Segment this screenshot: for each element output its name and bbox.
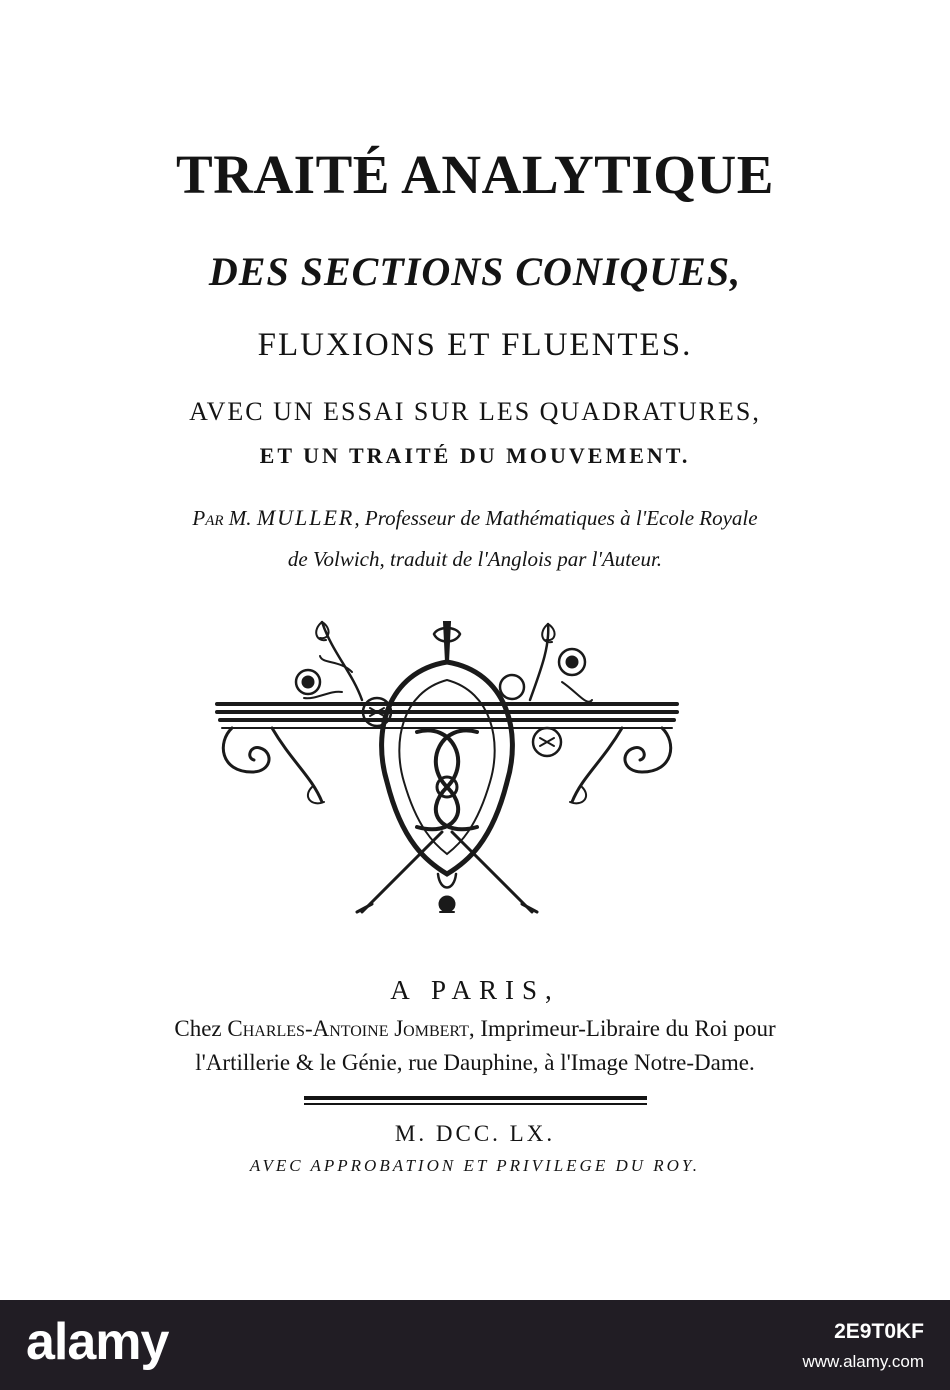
site-url: www.alamy.com — [802, 1352, 924, 1371]
author-line-2: de Volwich, traduit de l'Anglois par l'Auteur. — [287, 547, 663, 571]
author-line-1 — [0, 505, 950, 531]
publisher-line-2: l'Artillerie & le Génie, rue Dauphine, à l'Image Notre-Dame. — [195, 1050, 755, 1075]
alamy-logo: alamy — [26, 1313, 169, 1371]
subtitle-line-1: DES SECTIONS CONIQUES, — [208, 249, 742, 294]
approbation-notice: AVEC APPROBATION ET PRIVILEGE DU ROY. — [249, 1156, 701, 1175]
watermark-banner — [0, 1300, 950, 1390]
subtitle-line-3: AVEC UN ESSAI SUR LES QUADRATURES, — [189, 397, 761, 426]
publisher-line-1 — [0, 1016, 950, 1042]
imprint-city: A PARIS, — [390, 975, 560, 1005]
author-name: MULLER — [256, 505, 355, 530]
publication-date: M. DCC. LX. — [394, 1121, 556, 1146]
divider-rule-thick — [304, 1096, 647, 1100]
publisher-name: Charles-Antoine Jombert — [227, 1016, 469, 1041]
image-id: 2E9T0KF — [834, 1320, 924, 1343]
divider-rule-thin — [304, 1103, 647, 1105]
publisher-title: , Imprimeur-Libraire du Roi pour — [468, 1016, 776, 1041]
subtitle-line-2: FLUXIONS ET FLUENTES. — [257, 327, 693, 363]
author-title: , Professeur de Mathématiques à l'Ecole Royale — [354, 506, 758, 530]
publisher-prefix: Chez — [174, 1016, 222, 1041]
author-prefix: Par M. — [192, 506, 252, 530]
baroque-floral-cartouche-ornament-icon — [212, 612, 682, 930]
book-title: TRAITÉ ANALYTIQUE — [176, 144, 774, 205]
subtitle-line-4: ET UN TRAITÉ DU MOUVEMENT. — [259, 443, 691, 468]
